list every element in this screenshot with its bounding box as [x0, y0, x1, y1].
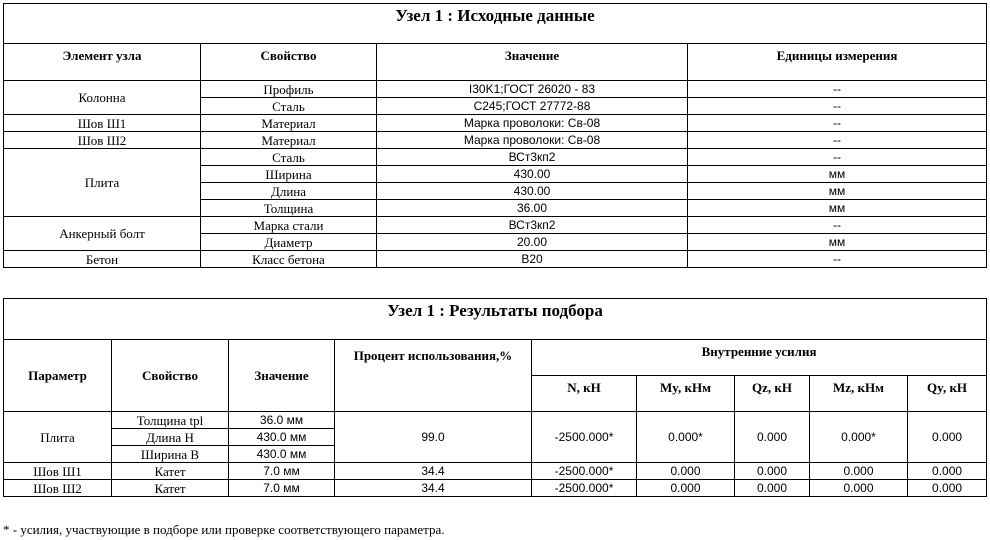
value-cell: 430.0 мм	[229, 446, 335, 463]
property-cell: Длина	[201, 183, 377, 200]
parameter-cell: Шов Ш1	[4, 463, 112, 480]
value-cell: 36.0 мм	[229, 412, 335, 429]
force-mz-cell: 0.000	[810, 480, 908, 497]
header-element: Элемент узла	[4, 44, 201, 81]
input-data-table	[3, 3, 987, 268]
value-cell: I30K1;ГОСТ 26020 - 83	[377, 81, 688, 98]
table-row	[4, 217, 987, 234]
value-cell: 20.00	[377, 234, 688, 251]
header-value: Значение	[377, 44, 688, 81]
property-cell: Толщина tpl	[112, 412, 229, 429]
value-cell: 7.0 мм	[229, 480, 335, 497]
value-cell: Марка проволоки: Св-08	[377, 115, 688, 132]
force-my-cell: 0.000	[637, 463, 735, 480]
force-mz-cell: 0.000	[810, 463, 908, 480]
value-cell: Марка проволоки: Св-08	[377, 132, 688, 149]
unit-cell: мм	[688, 183, 987, 200]
force-qz-cell: 0.000	[735, 463, 810, 480]
unit-cell: --	[688, 149, 987, 166]
force-n-cell: -2500.000*	[532, 480, 637, 497]
force-n-cell: -2500.000*	[532, 412, 637, 463]
force-n-cell: -2500.000*	[532, 463, 637, 480]
property-cell: Профиль	[201, 81, 377, 98]
force-qz-cell: 0.000	[735, 480, 810, 497]
table-row	[4, 132, 987, 149]
value-cell: 430.00	[377, 166, 688, 183]
value-cell: С245;ГОСТ 27772-88	[377, 98, 688, 115]
unit-cell: --	[688, 251, 987, 268]
property-cell: Ширина B	[112, 446, 229, 463]
header-unit: Единицы измерения	[688, 44, 987, 81]
value-cell: 7.0 мм	[229, 463, 335, 480]
unit-cell: мм	[688, 200, 987, 217]
input-table-title: Узел 1 : Исходные данные	[4, 4, 987, 44]
value-cell: ВСт3кп2	[377, 149, 688, 166]
header-force-qz: Qz, кН	[735, 376, 810, 412]
header-force-mz: Mz, кНм	[810, 376, 908, 412]
force-my-cell: 0.000*	[637, 412, 735, 463]
property-cell: Толщина	[201, 200, 377, 217]
table-row	[4, 463, 987, 480]
element-cell: Бетон	[4, 251, 201, 268]
header-force-n: N, кН	[532, 376, 637, 412]
force-qy-cell: 0.000	[908, 480, 987, 497]
header-property: Свойство	[112, 340, 229, 412]
results-table	[3, 298, 987, 497]
footnote: * - усилия, участвующие в подборе или проверке соответствующего параметра.	[3, 522, 445, 537]
usage-cell: 99.0	[335, 412, 532, 463]
header-property: Свойство	[201, 44, 377, 81]
table-row	[4, 251, 987, 268]
force-qy-cell: 0.000	[908, 463, 987, 480]
element-cell: Шов Ш1	[4, 115, 201, 132]
force-qz-cell: 0.000	[735, 412, 810, 463]
table-row	[4, 115, 987, 132]
value-cell: 430.00	[377, 183, 688, 200]
property-cell: Диаметр	[201, 234, 377, 251]
header-parameter: Параметр	[4, 340, 112, 412]
element-cell: Шов Ш2	[4, 132, 201, 149]
property-cell: Материал	[201, 132, 377, 149]
table-row	[4, 480, 987, 497]
unit-cell: мм	[688, 166, 987, 183]
property-cell: Катет	[112, 463, 229, 480]
element-cell: Колонна	[4, 81, 201, 115]
header-usage-percent: Процент использования,%	[335, 340, 532, 412]
unit-cell: --	[688, 115, 987, 132]
value-cell: 430.0 мм	[229, 429, 335, 446]
table-row	[4, 81, 987, 98]
table-row	[4, 149, 987, 166]
property-cell: Класс бетона	[201, 251, 377, 268]
property-cell: Материал	[201, 115, 377, 132]
results-table-title: Узел 1 : Результаты подбора	[4, 299, 987, 340]
unit-cell: --	[688, 217, 987, 234]
force-my-cell: 0.000	[637, 480, 735, 497]
parameter-cell: Шов Ш2	[4, 480, 112, 497]
value-cell: ВСт3кп2	[377, 217, 688, 234]
property-cell: Катет	[112, 480, 229, 497]
value-cell: 36.00	[377, 200, 688, 217]
usage-cell: 34.4	[335, 480, 532, 497]
header-force-qy: Qy, кН	[908, 376, 987, 412]
value-cell: В20	[377, 251, 688, 268]
usage-cell: 34.4	[335, 463, 532, 480]
table-row	[4, 412, 987, 429]
unit-cell: мм	[688, 234, 987, 251]
element-cell: Плита	[4, 149, 201, 217]
element-cell: Анкерный болт	[4, 217, 201, 251]
header-value: Значение	[229, 340, 335, 412]
property-cell: Длина H	[112, 429, 229, 446]
header-internal-forces: Внутренние усилия	[532, 340, 987, 376]
property-cell: Сталь	[201, 149, 377, 166]
property-cell: Ширина	[201, 166, 377, 183]
unit-cell: --	[688, 81, 987, 98]
unit-cell: --	[688, 98, 987, 115]
property-cell: Марка стали	[201, 217, 377, 234]
force-qy-cell: 0.000	[908, 412, 987, 463]
property-cell: Сталь	[201, 98, 377, 115]
unit-cell: --	[688, 132, 987, 149]
header-force-my: My, кНм	[637, 376, 735, 412]
parameter-cell: Плита	[4, 412, 112, 463]
force-mz-cell: 0.000*	[810, 412, 908, 463]
